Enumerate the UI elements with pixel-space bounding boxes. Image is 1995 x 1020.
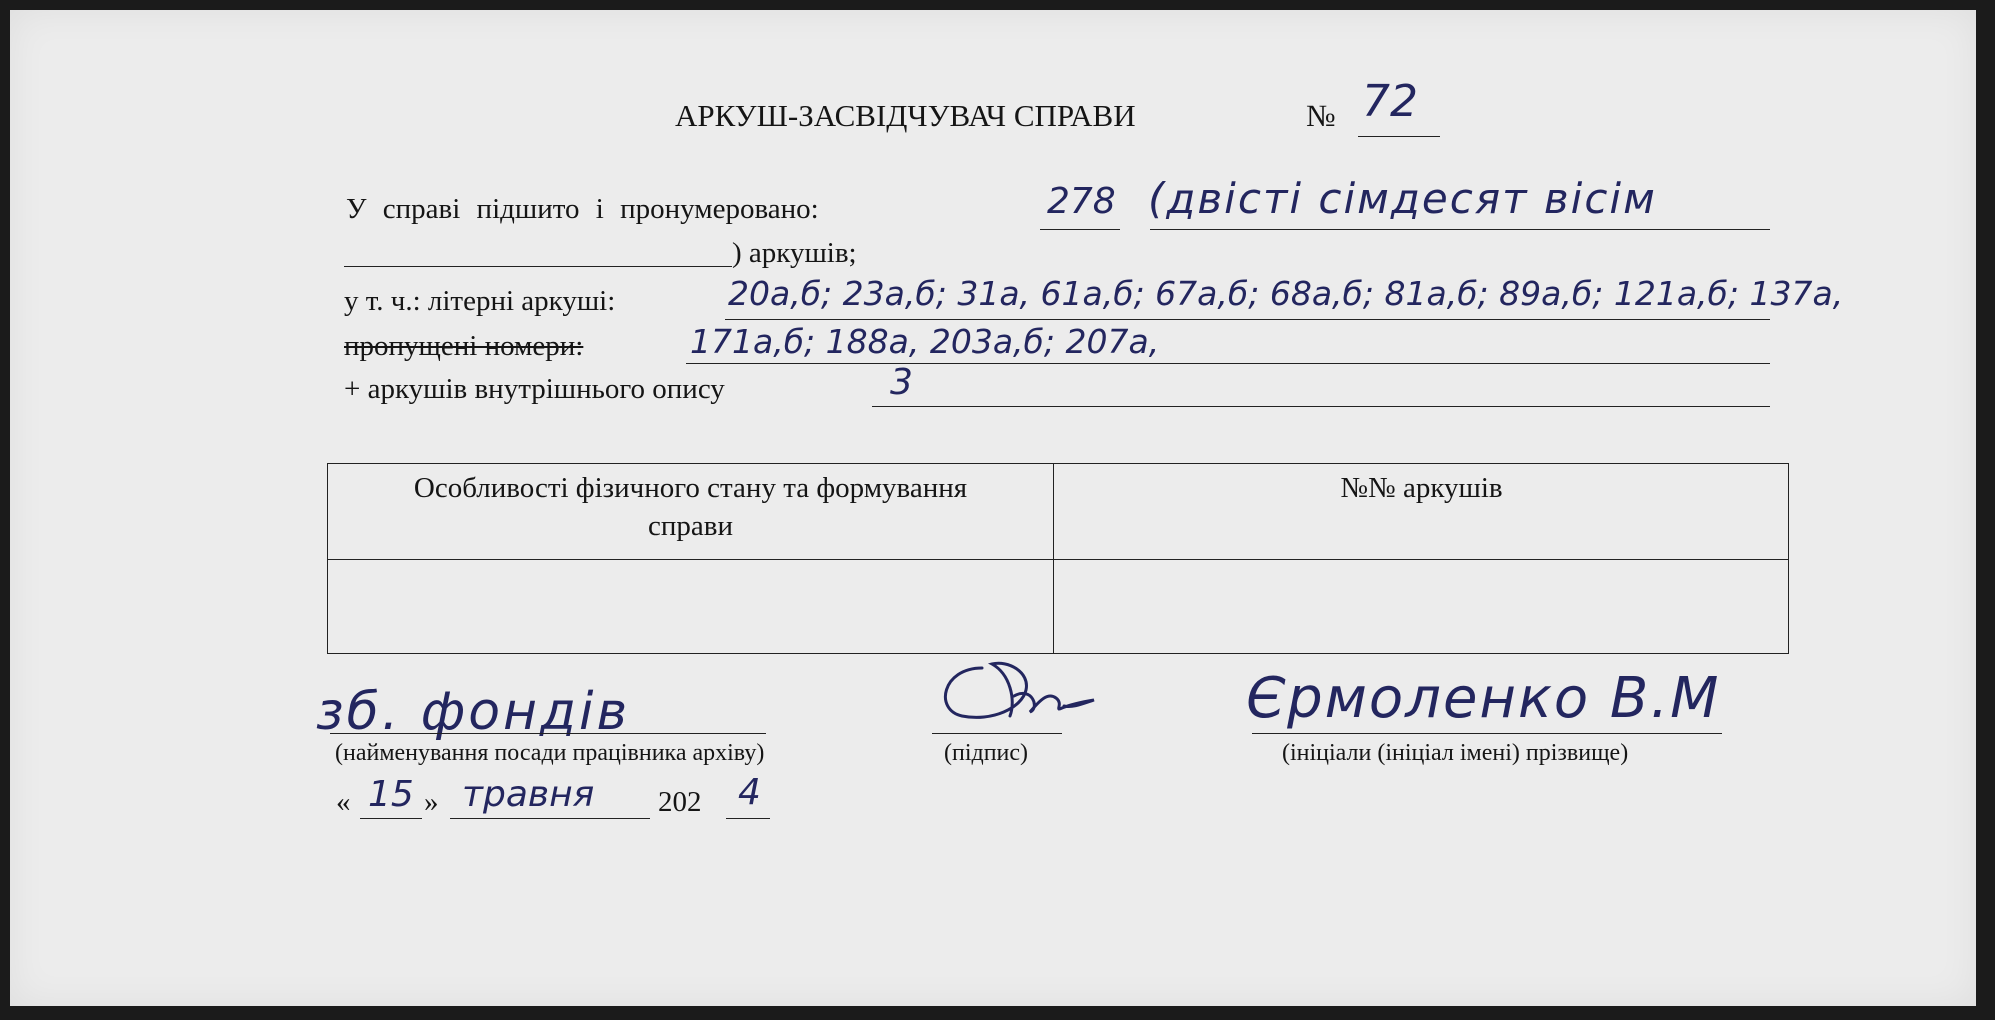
table-cell-condition: [328, 561, 1052, 653]
date-year-suffix: 4: [738, 772, 761, 813]
case-number-line: [1358, 136, 1440, 137]
date-close-quote: »: [424, 786, 439, 818]
table-header-condition: Особливості фізичного стану та формування справи: [413, 472, 968, 542]
letter-sheets-value: 20а,б; 23а,б; 31а, 61а,б; 67а,б; 68а,б; 81а,б; 89а,б; 121а,б; 137а,: [728, 274, 1844, 313]
date-day: 15: [368, 774, 414, 815]
inner-inventory-line: [872, 406, 1770, 407]
date-day-line: [360, 818, 422, 819]
sheets-count-number: 278: [1047, 181, 1116, 222]
sheets-count-words-line-2: [344, 266, 732, 267]
signature-line: [932, 733, 1062, 734]
name-line: [1252, 733, 1722, 734]
signature-caption: (підпис): [944, 740, 1029, 766]
condition-table: [327, 463, 1789, 654]
inner-inventory-label: + аркушів внутрішнього опису: [344, 373, 725, 405]
sheets-count-words-line: [1150, 229, 1770, 230]
sheets-count-words: (двісті сімдесят вісім: [1148, 174, 1657, 223]
missing-numbers-label: пропущені номери:: [344, 330, 584, 362]
page-title: АРКУШ-ЗАСВІДЧУВАЧ СПРАВИ: [675, 98, 1136, 133]
signature-mark: [922, 650, 1122, 735]
date-year-prefix: 202: [658, 786, 702, 818]
position-line: [330, 733, 766, 734]
letter-sheets-label: у т. ч.: літерні аркуші:: [344, 285, 616, 317]
position-value: зб. фондів: [316, 682, 631, 742]
inner-inventory-value: 3: [890, 362, 913, 403]
sheets-suffix: ) аркушів;: [732, 237, 857, 269]
missing-numbers-value: 171а,б; 188а, 203а,б; 207а,: [690, 322, 1160, 361]
date-year-line: [726, 818, 770, 819]
date-month: травня: [462, 774, 595, 815]
table-header-sheet-numbers: №№ аркушів: [1340, 472, 1503, 504]
sheets-count-number-line: [1040, 229, 1120, 230]
name-caption: (ініціали (ініціал імені) прізвище): [1282, 740, 1629, 766]
position-caption: (найменування посади працівника архіву): [335, 740, 765, 766]
table-row-divider: [328, 559, 1788, 560]
missing-numbers-line: [686, 363, 1770, 364]
letter-sheets-line: [725, 319, 1770, 320]
sheets-count-label: У справі підшито і пронумеровано:: [346, 193, 819, 225]
table-cell-sheet-numbers: [1055, 561, 1788, 653]
certificate-sheet: [10, 10, 1976, 1006]
date-month-line: [450, 818, 650, 819]
case-number: 72: [1362, 76, 1418, 127]
name-value: Єрмоленко В.М: [1246, 666, 1721, 731]
date-open-quote: «: [336, 786, 351, 818]
number-sign: №: [1306, 98, 1336, 133]
